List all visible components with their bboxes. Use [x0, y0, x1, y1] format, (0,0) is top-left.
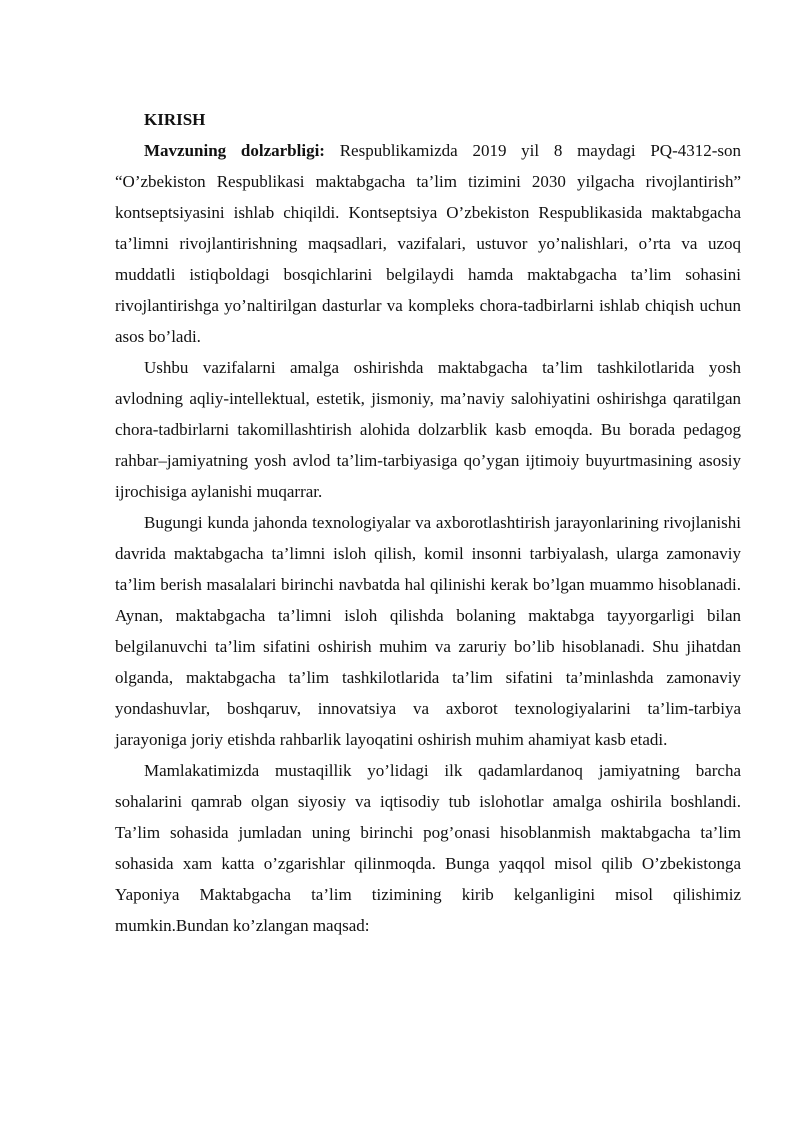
paragraph-tasks: Ushbu vazifalarni amalga oshirishda maktabgacha ta’lim tashkilotlarida yosh avlodning aqliy-intellektual, estetik, jismoniy, ma’naviy salohiyatini oshirishga qaratilgan chora-tadbirlarni takomillashtirish alohida dolzarblik kasb emoqda. Bu borada pedagog rahbar–jamiyatning yosh avlod ta’lim-tarbiyasiga qo’ygan ijtimoiy buyurtmasining asosiy ijrochisiga aylanishi muqarrar.: [115, 358, 741, 501]
paragraph-reform: Bugungi kunda jahonda texnologiyalar va axborotlashtirish jarayonlarining rivojlanishi davrida maktabgacha ta’limni isloh qilish, komil insonni tarbiyalash, ularga zamonaviy ta’lim berish masalalari birinchi navbatda hal qilinishi kerak bo’lgan muammo hisoblanadi. Aynan, maktabgacha ta’limni isloh qilishda bolaning maktabga tayyorgarligi bilan belgilanuvchi ta’lim sifatini oshirish muhim va zaruriy bo’lib hisoblanadi. Shu jihatdan olganda, maktabgacha ta’lim tashkilotlarida ta’lim sifatini ta’minlashda zamonaviy yondashuvlar, boshqaruv, innovatsiya va axborot texnologiyalarini ta’lim-tarbiya jarayoniga joriy etishda rahbarlik layoqatini oshirish muhim ahamiyat kasb etadi.: [115, 513, 741, 749]
document-page: [115, 105, 741, 941]
section-heading: KIRISH: [144, 110, 206, 129]
paragraph-text: Respublikamizda 2019 yil 8 maydagi PQ-4312-son “O’zbekiston Respublikasi maktabgacha ta’lim tizimini 2030 yilgacha rivojlantirish” kontseptsiyasini ishlab chiqildi. Kontseptsiya O’zbekiston Respublikasida maktabgacha ta’limni rivojlantirishning maqsadlari, vazifalari, ustuvor yo’nalishlari, o’rta va uzoq muddatli istiqboldagi bosqichlarini belgilaydi hamda maktabgacha ta’lim sohasini rivojlantirishga yo’naltirilgan dasturlar va kompleks chora-tadbirlarni ishlab chiqish uchun asos bo’ladi.: [115, 141, 742, 346]
paragraph-lead: Mavzuning dolzarbligi:: [144, 141, 325, 160]
paragraph-independence: Mamlakatimizda mustaqillik yo’lidagi ilk qadamlardanoq jamiyatning barcha sohalarini qamrab olgan siyosiy va iqtisodiy tub islohotlar amalga oshirila boshlandi. Ta’lim sohasida jumladan uning birinchi pog’onasi hisoblanmish maktabgacha ta’lim sohasida xam katta o’zgarishlar qilinmoqda. Bunga yaqqol misol qilib O’zbekistonga Yaponiya Maktabgacha ta’lim tizimining kirib kelganligini misol qilishimiz mumkin.Bundan ko’zlangan maqsad:: [115, 761, 741, 935]
paragraph-relevance: [115, 135, 741, 352]
